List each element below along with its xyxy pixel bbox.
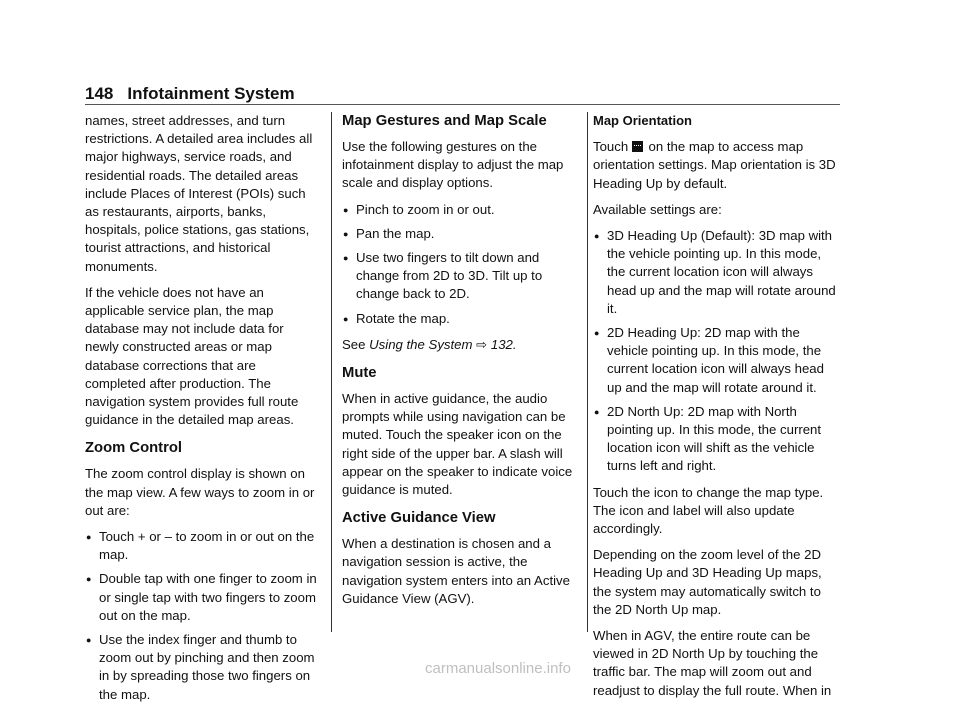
paragraph-gestures-intro: Use the following gestures on the infotainment display to adjust the map scale and display options. <box>342 139 564 191</box>
column-3 <box>593 112 841 708</box>
gesture-list <box>342 201 580 328</box>
page-number: 148 <box>85 84 114 103</box>
heading-mute: Mute <box>342 365 377 382</box>
heading-map-orientation: Map Orientation <box>593 113 692 128</box>
column-divider-2 <box>587 112 588 632</box>
list-item: ● Double tap with one finger to zoom in or single tap with two fingers to zoom out on the map. <box>85 570 317 625</box>
paragraph-touch-icon: Touch the icon to change the map type. The icon and label will also update accordingly. <box>593 484 824 537</box>
list-item: ● Pinch to zoom in or out. <box>342 201 580 219</box>
list-item: ● Touch + or – to zoom in or out on the map. <box>85 528 317 564</box>
paragraph-depending: Depending on the zoom level of the 2D Heading Up and 3D Heading Up maps, the system may automatically switch to the 2D North Up map. <box>593 547 822 617</box>
section-title: Infotainment System <box>127 84 295 103</box>
paragraph-mute: When in active guidance, the audio prompts while using navigation can be muted. Touch the speaker icon on the right side of the upper bar. A slash will appear on the speaker to indicate voice guidance is muted. <box>342 391 573 498</box>
page-header <box>85 84 840 104</box>
settings-list <box>593 227 841 476</box>
list-item: ● Rotate the map. <box>342 310 580 328</box>
column-2 <box>342 112 580 616</box>
list-item: ● Pan the map. <box>342 225 580 243</box>
column-divider-1 <box>331 112 332 632</box>
paragraph-service-plan: If the vehicle does not have an applicable service plan, the map database may not include data for newly constructed areas or map database corrections that are completed after production. The navigation system provides full route guidance in the detailed map areas. <box>85 284 299 428</box>
arrow-icon: ⇨ <box>476 336 488 352</box>
list-item: ● 2D North Up: 2D map with North pointing up. In this mode, the current location icon will shift as the vehicle turns left and right. <box>593 403 841 476</box>
paragraph-settings-intro: Available settings are: <box>593 201 722 217</box>
list-item: ● Use the index finger and thumb to zoom out by pinching and then zoom in by spreading those two fingers on the map. <box>85 631 317 704</box>
watermark: carmanualsonline.info <box>425 660 571 677</box>
paragraph-touch-orientation: Touch on the map to access map orientation settings. Map orientation is 3D Heading Up by default. <box>593 139 836 191</box>
cross-reference: See Using the System ⇨ 132. <box>342 336 517 352</box>
heading-map-gestures: Map Gestures and Map Scale <box>342 113 547 129</box>
paragraph-agv-route: When in AGV, the entire route can be viewed in 2D North Up by touching the traffic bar. The map will zoom out and readjust to display the full route. When in <box>593 628 832 698</box>
map-orientation-icon <box>632 141 643 152</box>
heading-zoom-control: Zoom Control <box>85 440 182 457</box>
reference-link[interactable]: Using the System <box>369 336 473 352</box>
paragraph-agv: When a destination is chosen and a navigation session is active, the navigation system enters into an Active Guidance View (AGV). <box>342 536 570 606</box>
list-item: ● 3D Heading Up (Default): 3D map with the vehicle pointing up. In this mode, the current location icon will always head up and the map will rotate around it. <box>593 227 841 318</box>
paragraph-zoom-intro: The zoom control display is shown on the map view. A few ways to zoom in or out are: <box>85 466 315 518</box>
list-item: ● Use two fingers to tilt down and change from 2D to 3D. Tilt up to change back to 2D. <box>342 249 580 304</box>
heading-active-guidance-view: Active Guidance View <box>342 510 496 527</box>
reference-page[interactable]: 132. <box>490 336 517 352</box>
header-rule <box>85 104 840 105</box>
list-item: ● 2D Heading Up: 2D map with the vehicle pointing up. In this mode, the current location icon will always head up and the map will rotate around it. <box>593 324 841 397</box>
column-1 <box>85 112 317 712</box>
paragraph-detailed-area: names, street addresses, and turn restrictions. A detailed area includes all major highways, service roads, and residential roads. The detailed areas include Places of Interest (POIs) such as restaurants, airports, banks, hospitals, police stations, gas stations, tourist attractions, and historical monuments. <box>85 113 313 274</box>
